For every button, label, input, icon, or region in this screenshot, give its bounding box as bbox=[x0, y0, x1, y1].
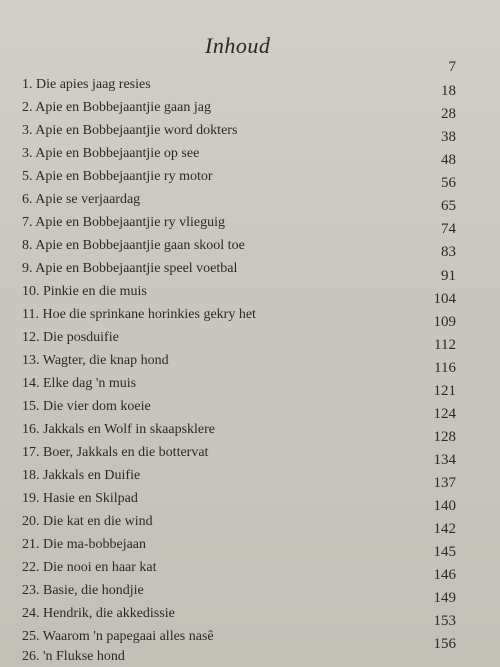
toc-entry-title: 18. Jakkals en Duifie bbox=[22, 468, 141, 483]
toc-entry-page: 109 bbox=[433, 314, 456, 330]
toc-entry-page: 56 bbox=[441, 175, 456, 191]
toc-entry-title: 11. Hoe die sprinkane horinkies gekry het bbox=[22, 307, 256, 322]
toc-entry-title: 21. Die ma-bobbejaan bbox=[22, 537, 147, 552]
page-title: Inhoud bbox=[205, 33, 271, 58]
toc-entry-page: 104 bbox=[433, 291, 456, 307]
toc-entry-title: 3. Apie en Bobbejaantjie op see bbox=[22, 146, 200, 161]
toc-entry-title: 2. Apie en Bobbejaantjie gaan jag bbox=[22, 100, 211, 115]
toc-entry-title: 14. Elke dag 'n muis bbox=[22, 376, 137, 391]
toc-entry-page: 112 bbox=[434, 337, 456, 353]
toc-entry-title: 10. Pinkie en die muis bbox=[22, 284, 147, 299]
intro-page-number: 7 bbox=[448, 59, 456, 75]
toc-entry-page: 65 bbox=[441, 198, 456, 214]
toc-entry-title: 22. Die nooi en haar kat bbox=[22, 560, 157, 575]
toc-entry-page: 28 bbox=[441, 106, 456, 122]
toc-entry-title: 15. Die vier dom koeie bbox=[22, 399, 151, 414]
toc-entry-page: 140 bbox=[433, 498, 456, 514]
toc-entry-title: 20. Die kat en die wind bbox=[22, 514, 153, 529]
toc-entry-title: 1. Die apies jaag resies bbox=[22, 77, 151, 92]
toc-entry-title: 24. Hendrik, die akkedissie bbox=[22, 606, 175, 621]
toc-entry-page: 18 bbox=[441, 83, 456, 99]
toc-entry-title: 6. Apie se verjaardag bbox=[22, 192, 141, 207]
toc-entry-page: 83 bbox=[441, 244, 456, 260]
toc-entry-page: 38 bbox=[441, 129, 456, 145]
toc-entry-page: 124 bbox=[433, 406, 456, 422]
toc-entry-title: 26. 'n Flukse hond bbox=[22, 649, 125, 664]
toc-entry-title: 8. Apie en Bobbejaantjie gaan skool toe bbox=[22, 238, 245, 253]
toc-entry-title: 25. Waarom 'n papegaai alles nasê bbox=[22, 629, 214, 644]
toc-entry-page: 121 bbox=[433, 383, 456, 399]
toc-entry-title: 23. Basie, die hondjie bbox=[22, 583, 144, 598]
toc-entry-title: 7. Apie en Bobbejaantjie ry vlieguig bbox=[22, 215, 225, 230]
toc-entry-page: 134 bbox=[433, 452, 456, 468]
toc-entry-page: 116 bbox=[434, 360, 456, 376]
toc-entry-title: 17. Boer, Jakkals en die bottervat bbox=[22, 445, 209, 460]
toc-entry-title: 5. Apie en Bobbejaantjie ry motor bbox=[22, 169, 213, 184]
toc-entry-page: 137 bbox=[433, 475, 456, 491]
toc-entry-title: 16. Jakkals en Wolf in skaapsklere bbox=[22, 422, 216, 437]
toc-entry-page: 74 bbox=[441, 221, 456, 237]
toc-entry-page: 149 bbox=[433, 590, 456, 606]
toc-entry-title: 19. Hasie en Skilpad bbox=[22, 491, 138, 506]
toc-entry-page: 156 bbox=[433, 636, 456, 652]
toc-entry-title: 9. Apie en Bobbejaantjie speel voetbal bbox=[22, 261, 238, 276]
toc-entry-page: 48 bbox=[441, 152, 456, 168]
toc-entry-page: 153 bbox=[433, 613, 456, 629]
toc-entry-page: 145 bbox=[433, 544, 456, 560]
toc-entry-title: 13. Wagter, die knap hond bbox=[22, 353, 169, 368]
toc-entry-title: 12. Die posduifie bbox=[22, 330, 119, 345]
toc-entry-page: 128 bbox=[433, 429, 456, 445]
toc-entry-page: 91 bbox=[441, 268, 456, 284]
toc-entry-page: 146 bbox=[433, 567, 456, 583]
toc-entry-page: 142 bbox=[433, 521, 456, 537]
toc-entry-title: 3. Apie en Bobbejaantjie word dokters bbox=[22, 123, 238, 138]
